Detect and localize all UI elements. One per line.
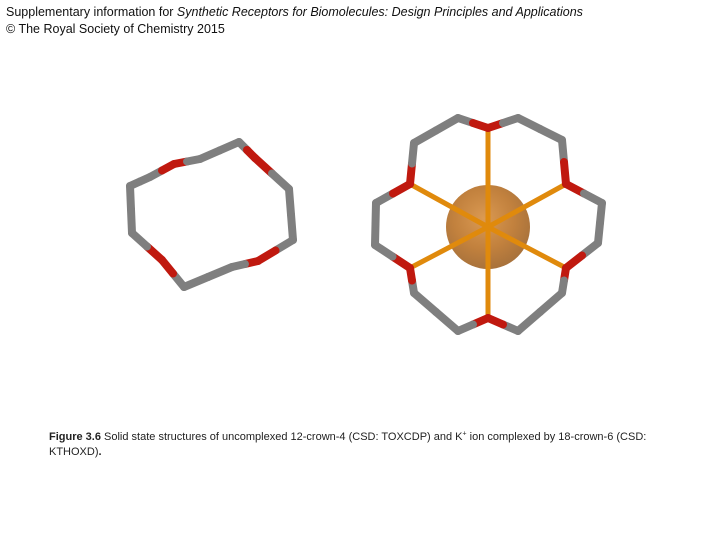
figure-caption [49,430,689,460]
bond-segment [436,312,458,331]
potassium-bonds [410,128,566,318]
structure-12-crown-4 [130,142,293,287]
figure-label: Figure 3.6 [49,431,101,443]
bond-segment [540,293,562,312]
caption-superscript: + [462,430,467,438]
bond-segment [473,123,488,128]
bond-segment [140,177,150,182]
caption-text-2: ion complexed by 18-crown-6 (CSD: KTHOXD) [49,431,647,458]
header-copyright: © The Royal Society of Chemistry 2015 [6,22,225,36]
header-book-title: Synthetic Receptors for Biomolecules: Design Principles and Applications [176,5,583,19]
header-prefix: Supplementary information for [6,5,177,19]
bond-segment [518,312,540,331]
bond-segment [414,293,436,312]
caption-end: . [98,446,102,458]
caption-text-1: Solid state structures of uncomplexed 12-crown-4 (CSD: TOXCDP) and K [100,431,463,443]
structure-18-crown-6-k-complex [375,118,602,331]
